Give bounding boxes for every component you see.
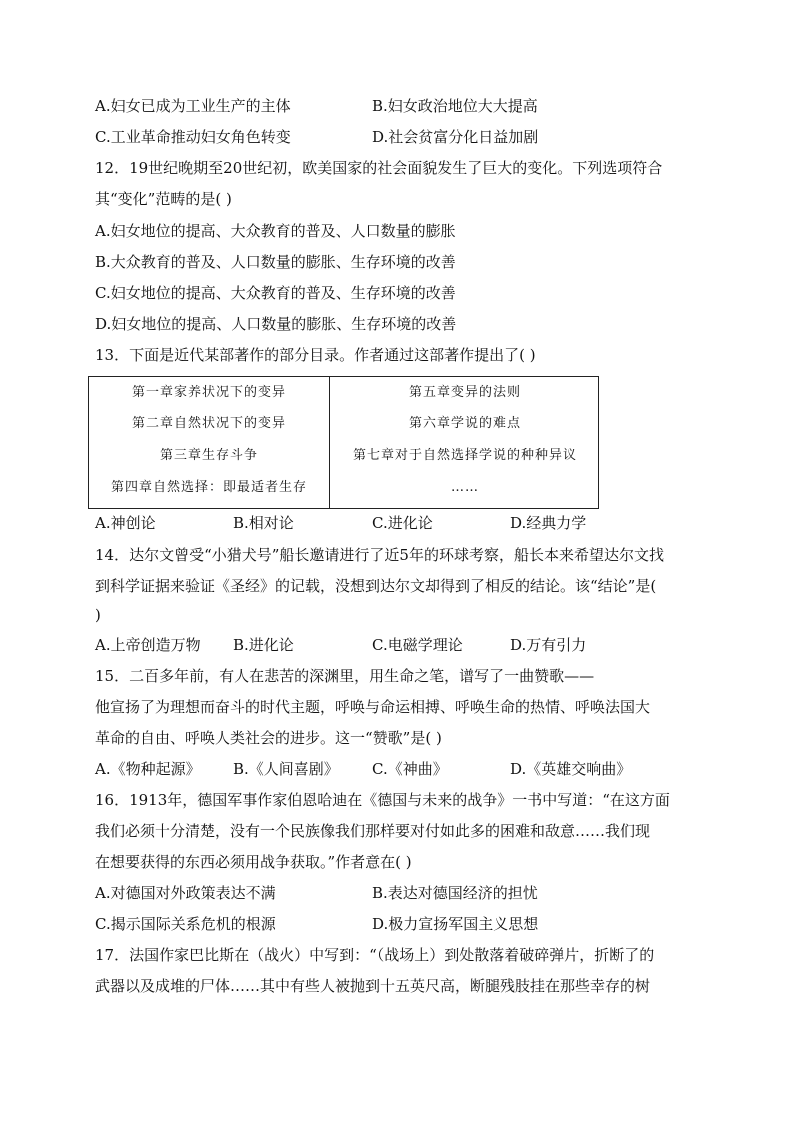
q16-option-d: D.极力宣扬军国主义思想 <box>372 915 539 933</box>
q12-option-c: C.妇女地位的提高、大众教育的普及、生存环境的改善 <box>95 284 456 302</box>
q16-option-b: B.表达对德国经济的担忧 <box>372 884 538 902</box>
q11-option-c: C.工业革命推动妇女角色转变 <box>95 128 291 146</box>
table-of-contents <box>88 376 599 509</box>
q13-option-d: D.经典力学 <box>510 514 587 532</box>
q17-stem-line1: 17．法国作家巴比斯在（战火）中写到：“（战场上）到处散落着破碎弹片，折断了的 <box>95 946 655 964</box>
q16-stem-line2: 我们必须十分清楚，没有一个民族像我们那样要对付如此多的困难和敌意……我们现 <box>95 822 651 840</box>
q14-option-d: D.万有引力 <box>510 636 587 654</box>
q15-stem-line3: 革命的自由、呼唤人类社会的进步。这一“赞歌”是( ) <box>95 729 442 747</box>
q16-stem-line1: 16．1913年，德国军事作家伯恩哈迪在《德国与未来的战争》一书中写道：“在这方面 <box>95 791 670 809</box>
q12-option-b: B.大众教育的普及、人口数量的膨胀、生存环境的改善 <box>95 253 456 271</box>
q15-option-d: D.《英雄交响曲》 <box>510 760 632 778</box>
q14-option-a: A.上帝创造万物 <box>95 636 201 654</box>
toc-chapter-1: 第一章家养状况下的变异 <box>131 385 286 400</box>
toc-chapter-4: 第四章自然选择：即最适者生存 <box>110 480 307 495</box>
q11-option-a: A.妇女已成为工业生产的主体 <box>95 97 291 115</box>
q13-stem: 13．下面是近代某部著作的部分目录。作者通过这部著作提出了( ) <box>95 346 536 364</box>
q14-stem-line1: 14．达尔文曾受“小猎犬号”船长邀请进行了近5年的环球考察，船长本来希望达尔文找 <box>95 546 664 564</box>
toc-chapter-6: 第六章学说的难点 <box>408 416 521 431</box>
q16-stem-line3: 在想要获得的东西必须用战争获取。”作者意在( ) <box>95 853 412 871</box>
q11-option-b: B.妇女政治地位大大提高 <box>372 97 538 115</box>
q14-option-c: C.电磁学理论 <box>372 636 463 654</box>
q13-option-b: B.相对论 <box>233 514 294 532</box>
q12-option-a: A.妇女地位的提高、大众教育的普及、人口数量的膨胀 <box>95 222 456 240</box>
q11-option-d: D.社会贫富分化日益加剧 <box>372 128 539 146</box>
toc-chapter-5: 第五章变异的法则 <box>408 385 521 400</box>
q13-option-a: A.神创论 <box>95 514 156 532</box>
q15-option-a: A.《物种起源》 <box>95 760 201 778</box>
q17-stem-line2: 武器以及成堆的尸体……其中有些人被抛到十五英尺高，断腿残肢挂在那些幸存的树 <box>95 977 651 995</box>
q16-option-c: C.揭示国际关系危机的根源 <box>95 915 276 933</box>
q14-stem-line3: ) <box>95 606 101 624</box>
toc-chapter-2: 第二章自然状况下的变异 <box>131 416 286 431</box>
q12-option-d: D.妇女地位的提高、人口数量的膨胀、生存环境的改善 <box>95 315 457 333</box>
q15-stem-line2: 他宣扬了为理想而奋斗的时代主题，呼唤与命运相搏、呼唤生命的热情、呼唤法国大 <box>95 698 651 716</box>
toc-chapter-3: 第三章生存斗争 <box>159 448 258 463</box>
q12-stem-line2: 其“变化”范畴的是( ) <box>95 190 232 208</box>
toc-chapter-7: 第七章对于自然选择学说的种种异议 <box>352 448 577 463</box>
q13-option-c: C.进化论 <box>372 514 433 532</box>
q12-stem-line1: 12．19世纪晚期至20世纪初，欧美国家的社会面貌发生了巨大的变化。下列选项符合 <box>95 159 663 177</box>
q16-option-a: A.对德国对外政策表达不满 <box>95 884 276 902</box>
q15-option-c: C.《神曲》 <box>372 760 448 778</box>
q15-stem-line1: 15．二百多年前，有人在悲苦的深渊里，用生命之笔，谱写了一曲赞歌—— <box>95 667 595 685</box>
toc-ellipsis: …… <box>451 480 479 495</box>
q14-stem-line2: 到科学证据来验证《圣经》的记载，没想到达尔文却得到了相反的结论。该“结论”是( <box>95 577 657 595</box>
q14-option-b: B.进化论 <box>233 636 294 654</box>
q15-option-b: B.《人间喜剧》 <box>233 760 339 778</box>
